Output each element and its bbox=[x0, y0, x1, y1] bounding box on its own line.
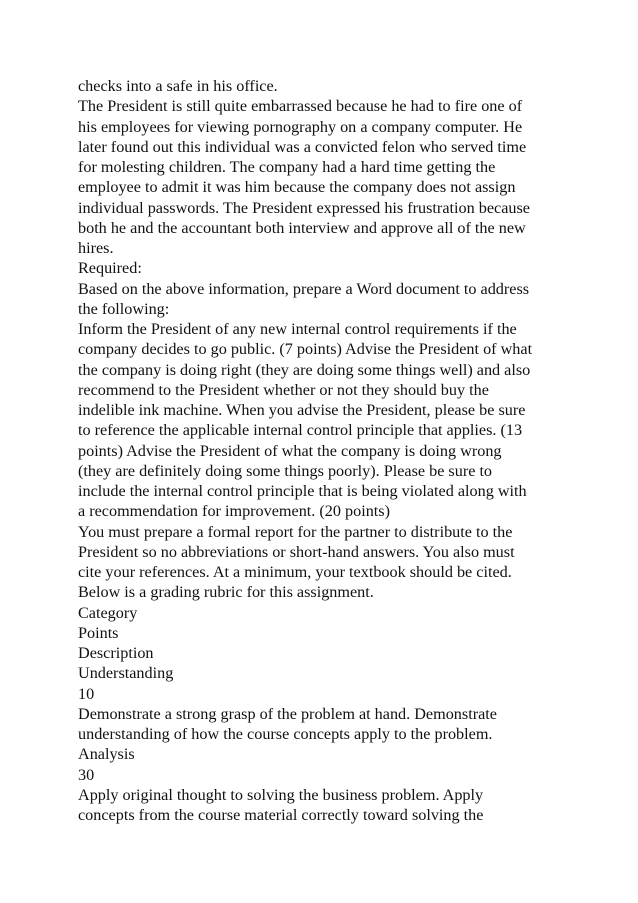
text-line: The President is still quite embarrassed because he had to fire one of bbox=[78, 97, 523, 116]
document-body bbox=[78, 76, 568, 825]
text-line: his employees for viewing pornography on a company computer. He bbox=[78, 117, 523, 136]
text-line: recommend to the President whether or not they should buy the bbox=[78, 380, 489, 399]
text-line: later found out this individual was a convicted felon who served time bbox=[78, 137, 527, 156]
text-line: to reference the applicable internal control principle that applies. (13 bbox=[78, 421, 523, 440]
rubric-description: Demonstrate a strong grasp of the problem at hand. Demonstrate bbox=[78, 704, 497, 723]
text-line: Based on the above information, prepare a Word document to address bbox=[78, 279, 530, 298]
rubric-header-description: Description bbox=[78, 644, 154, 662]
rubric-header-category: Category bbox=[78, 603, 138, 622]
rubric-category-analysis: Analysis bbox=[78, 745, 135, 764]
text-line: indelible ink machine. When you advise the President, please be sure bbox=[78, 401, 526, 419]
text-line: include the internal control principle that is being violated along with bbox=[78, 482, 527, 500]
text-line: employee to admit it was him because the company does not assign bbox=[78, 178, 516, 197]
text-line: (they are definitely doing some things poorly). Please be sure to bbox=[78, 461, 493, 480]
rubric-points-analysis: 30 bbox=[78, 765, 95, 784]
rubric-description: understanding of how the course concepts apply to the problem. bbox=[78, 725, 493, 743]
rubric-description: Apply original thought to solving the business problem. Apply bbox=[78, 785, 484, 804]
text-line: Below is a grading rubric for this assignment. bbox=[78, 583, 374, 602]
text-line: hires. bbox=[78, 239, 114, 257]
text-line: for molesting children. The company had a hard time getting the bbox=[78, 158, 496, 176]
text-line: both he and the accountant both interview and approve all of the new bbox=[78, 218, 526, 237]
rubric-header-points: Points bbox=[78, 623, 119, 642]
rubric-points-understanding: 10 bbox=[78, 684, 95, 703]
text-line: a recommendation for improvement. (20 points) bbox=[78, 502, 390, 521]
text-line: cite your references. At a minimum, your textbook should be cited. bbox=[78, 563, 512, 581]
text-line: checks into a safe in his office. bbox=[78, 77, 278, 95]
text-line: Inform the President of any new internal control requirements if the bbox=[78, 320, 517, 338]
text-line: individual passwords. The President expressed his frustration because bbox=[78, 198, 530, 217]
text-line: You must prepare a formal report for the partner to distribute to the bbox=[78, 522, 513, 541]
text-line: points) Advise the President of what the company is doing wrong bbox=[78, 441, 502, 460]
text-line: the company is doing right (they are doing some things well) and also bbox=[78, 360, 531, 379]
rubric-category-understanding: Understanding bbox=[78, 664, 174, 683]
text-line: company decides to go public. (7 points) Advise the President of what bbox=[78, 340, 533, 359]
rubric-description: concepts from the course material correctly toward solving the bbox=[78, 806, 484, 824]
text-line: the following: bbox=[78, 299, 170, 318]
text-line: President so no abbreviations or short-hand answers. You also must bbox=[78, 542, 515, 561]
section-heading-required: Required: bbox=[78, 259, 142, 278]
